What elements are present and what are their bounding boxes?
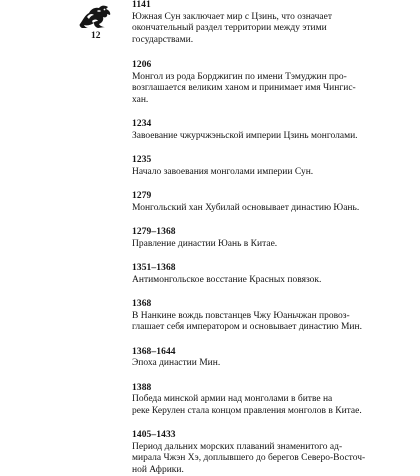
entry-year: 1405–1433 [132, 430, 410, 442]
entry-year: 1388 [132, 383, 410, 395]
entry-year: 1368 [132, 299, 410, 311]
timeline-entry [132, 263, 410, 286]
page-number: 12 [91, 30, 114, 42]
entry-text: Завоевание чжурчжэньской империи Цзинь монголами. [132, 131, 410, 143]
timeline-entry [132, 347, 410, 370]
page-margin [78, 3, 114, 42]
dragon-emblem-icon [78, 3, 112, 29]
entry-year: 1141 [132, 0, 410, 12]
entry-year: 1279 [132, 191, 410, 203]
entry-text: Южная Сун заключает мир с Цзинь, что означает окончательный раздел территории между этими государствами. [132, 12, 410, 47]
timeline-entry [132, 60, 410, 106]
entry-year: 1368–1644 [132, 347, 410, 359]
entry-text: Начало завоевания монголами империи Сун. [132, 167, 410, 179]
entry-text: Эпоха династии Мин. [132, 358, 410, 370]
entry-text: Победа минской армии над монголами в битве на реке Керулен стала концом правления монголов в Китае. [132, 394, 410, 417]
entry-year: 1279–1368 [132, 227, 410, 239]
entry-year: 1206 [132, 60, 410, 72]
entry-text: Антимонгольское восстание Красных повязок. [132, 275, 410, 287]
timeline-entry [132, 0, 410, 46]
entry-text: Монгольский хан Хубилай основывает династию Юань. [132, 203, 410, 215]
entry-year: 1235 [132, 155, 410, 167]
entry-year: 1234 [132, 119, 410, 131]
timeline-entry [132, 155, 410, 178]
timeline-entry [132, 383, 410, 418]
entry-text: Монгол из рода Борджигин по имени Тэмуджин про- возглашается великим ханом и принимает имя Чингис- хан. [132, 72, 410, 107]
timeline-entry [132, 430, 410, 476]
timeline-entry [132, 119, 410, 142]
entry-year: 1351–1368 [132, 263, 410, 275]
timeline-entry [132, 299, 410, 334]
timeline-entry [132, 227, 410, 250]
entry-text: В Нанкине вождь повстанцев Чжу Юаньчжан провоз- глашает себя императором и основывает династию Мин. [132, 311, 410, 334]
entry-text: Правление династии Юань в Китае. [132, 239, 410, 251]
chronology-list [132, 0, 410, 476]
entry-text: Период дальних морских плаваний знаменитого ад- мирала Чжэн Хэ, доплывшего до берегов Северо-Восточ- ной Африки. [132, 442, 410, 476]
timeline-entry [132, 191, 410, 214]
